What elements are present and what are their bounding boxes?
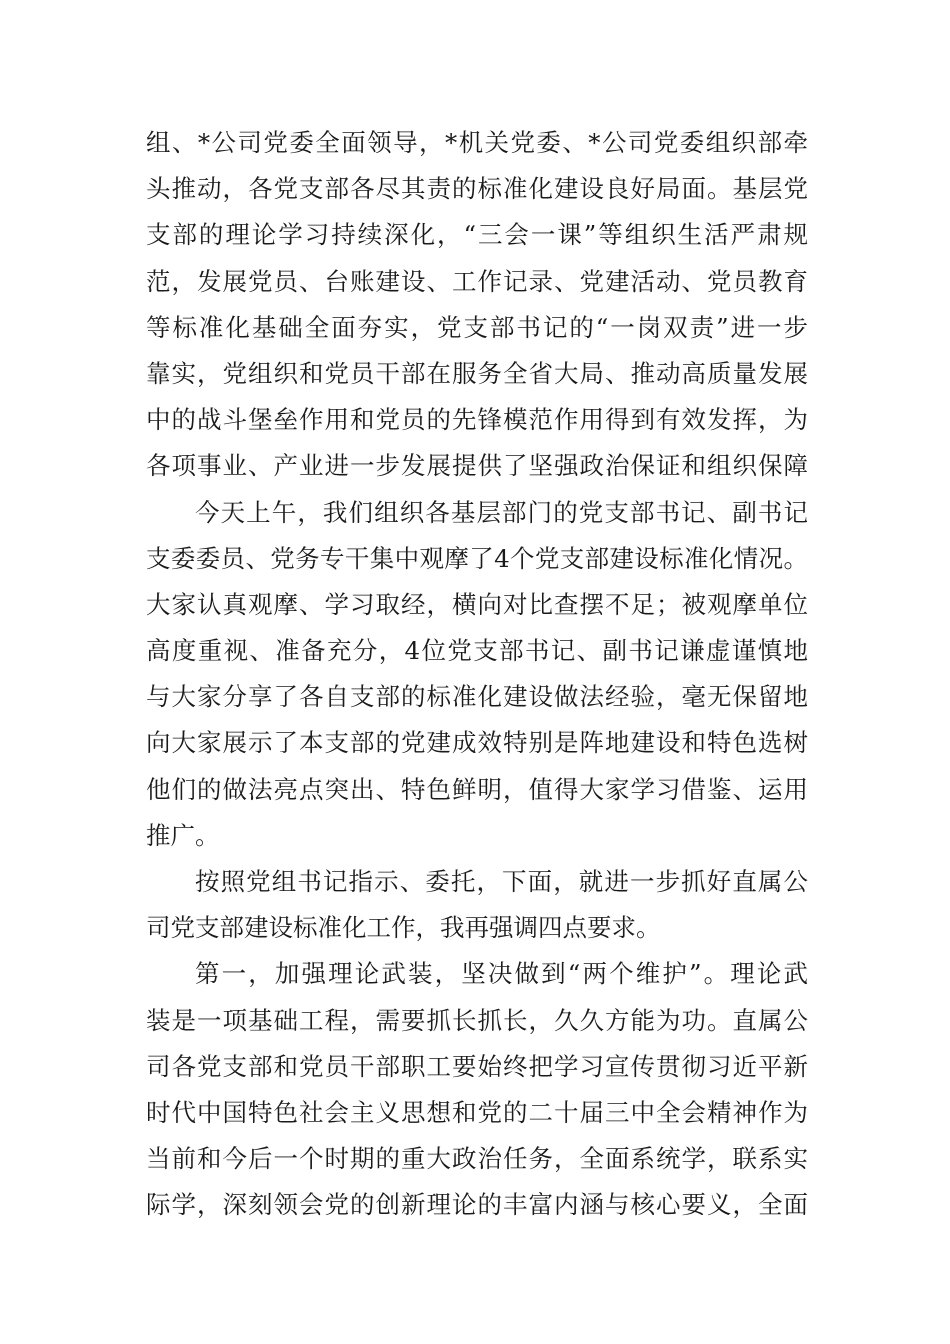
document-body bbox=[146, 120, 808, 1229]
text-line: 中的战斗堡垒作用和党员的先锋模范作用得到有效发挥，为 bbox=[146, 405, 808, 435]
text-line: 际学，深刻领会党的创新理论的丰富内涵与核心要义，全面 bbox=[146, 1190, 808, 1220]
text-line: 各项事业、产业进一步发展提供了坚强政治保证和组织保障 bbox=[146, 451, 808, 481]
paragraph bbox=[146, 951, 808, 1228]
text-line: 司党支部建设标准化工作，我再强调四点要求。 bbox=[146, 913, 661, 943]
text-line: 第一，加强理论武装，坚决做到“两个维护”。理论武 bbox=[195, 959, 808, 989]
text-line: 组、*公司党委全面领导，*机关党委、*公司党委组织部牵 bbox=[146, 128, 808, 157]
text-line: 支委委员、党务专干集中观摩了4个党支部建设标准化情况。 bbox=[146, 543, 808, 573]
paragraph bbox=[146, 859, 808, 951]
text-line: 推广。 bbox=[146, 820, 220, 850]
text-line: 高度重视、准备充分，4位党支部书记、副书记谦虚谨慎地 bbox=[146, 636, 808, 666]
text-line: 装是一项基础工程，需要抓长抓长，久久方能为功。直属公 bbox=[146, 1005, 808, 1035]
text-line: 与大家分享了各自支部的标准化建设做法经验，毫无保留地 bbox=[146, 682, 808, 712]
text-line: 靠实，党组织和党员干部在服务全省大局、推动高质量发展 bbox=[146, 358, 808, 388]
text-line: 当前和今后一个时期的重大政治任务，全面系统学，联系实 bbox=[146, 1144, 808, 1174]
text-line: 范，发展党员、台账建设、工作记录、党建活动、党员教育 bbox=[146, 266, 808, 296]
text-line: 等标准化基础全面夯实，党支部书记的“一岗双责”进一步 bbox=[146, 312, 808, 342]
text-line: 支部的理论学习持续深化，“三会一课”等组织生活严肃规 bbox=[146, 220, 808, 250]
paragraph bbox=[146, 490, 808, 860]
paragraph bbox=[146, 120, 808, 490]
text-line: 大家认真观摩、学习取经，横向对比查摆不足；被观摩单位 bbox=[146, 589, 808, 619]
text-line: 他们的做法亮点突出、特色鲜明，值得大家学习借鉴、运用 bbox=[146, 774, 808, 804]
text-line: 时代中国特色社会主义思想和党的二十届三中全会精神作为 bbox=[146, 1097, 808, 1127]
text-line: 按照党组书记指示、委托，下面，就进一步抓好直属公 bbox=[195, 867, 808, 896]
text-line: 司各党支部和党员干部职工要始终把学习宣传贯彻习近平新 bbox=[146, 1051, 808, 1081]
text-line: 头推动，各党支部各尽其责的标准化建设良好局面。基层党 bbox=[146, 174, 808, 204]
text-line: 向大家展示了本支部的党建成效特别是阵地建设和特色选树 bbox=[146, 728, 808, 758]
text-line: 今天上午，我们组织各基层部门的党支部书记、副书记 bbox=[195, 497, 808, 527]
